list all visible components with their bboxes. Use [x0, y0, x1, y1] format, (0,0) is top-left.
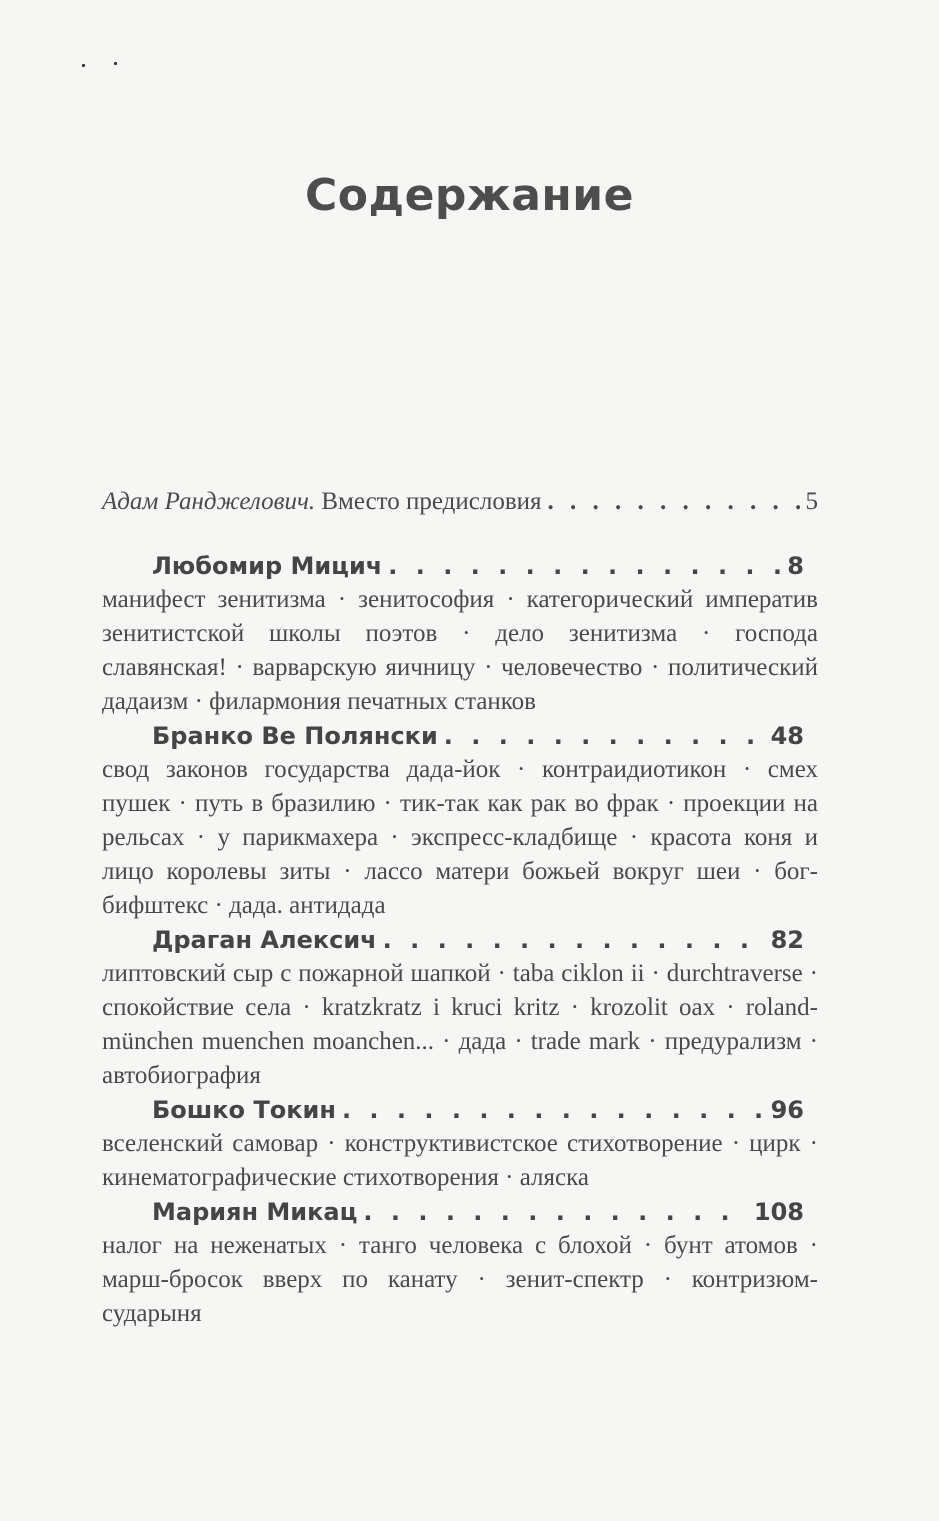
page-number: 48	[770, 722, 804, 750]
author-name: Драган Алексич	[152, 926, 377, 954]
page-number: 82	[770, 926, 804, 954]
author-name: Мариян Микац	[152, 1198, 358, 1226]
page-number: 96	[770, 1096, 804, 1124]
toc-entry-author[interactable]	[102, 923, 818, 957]
toc-entry-preface[interactable]	[102, 485, 818, 519]
toc-section	[102, 1195, 818, 1331]
dot-leader	[363, 1195, 747, 1229]
dot-leader	[444, 719, 765, 753]
table-of-contents	[102, 485, 818, 1331]
preface-author: Адам Ранджелович.	[102, 488, 316, 515]
poem-list: вселенский самовар · конструктивистское стихотворение · цирк · кинематографические стихотворения · аляска	[102, 1130, 818, 1191]
toc-entry-author[interactable]	[102, 719, 818, 753]
author-name: Любомир Мицич	[152, 552, 383, 580]
poem-list: манифест зенитизма · зенитософия · категорический императив зенитистской школы поэтов · дело зенитизма · господа славянская! · варварскую яичницу · человечество · политический дадаизм · филармония печатных станков	[102, 586, 818, 715]
toc-entry-label	[102, 485, 542, 519]
dot-leader	[342, 1093, 765, 1127]
poem-list: липтовский сыр с пожарной шапкой · taba ciklon ii · durchtraverse · спокойствие села · kratzkratz i kruci kritz · krozolit oax · roland-münchen muenchen moanchen... · дада · trade mark · предурализм · автобиография	[102, 960, 818, 1089]
dot-leader	[548, 485, 800, 519]
toc-section	[102, 1093, 818, 1195]
toc-entry-author[interactable]	[102, 549, 818, 583]
dot-leader	[383, 923, 765, 957]
page-number: 8	[787, 552, 804, 580]
page-number: 108	[753, 1198, 804, 1226]
page-number: 5	[805, 488, 818, 515]
poem-list: свод законов государства дада-йок · контраидиотикон · смех пушек · путь в бразилию · тик-так как рак во фрак · проекции на рельсах · у парикмахера · экспресс-кладбище · красота коня и лицо королевы зиты · лассо матери божьей вокруг шеи · бог-бифштекс · дада. антидада	[102, 756, 818, 919]
toc-entry-author[interactable]	[102, 1195, 818, 1229]
print-mark	[114, 62, 117, 65]
poem-list: налог на неженатых · танго человека с блохой · бунт атомов · марш-бросок вверх по канату · зенит-спектр · контризюм-сударыня	[102, 1232, 818, 1327]
page-title: Содержание	[305, 170, 634, 221]
toc-entry-author[interactable]	[102, 1093, 818, 1127]
preface-title: Вместо предисловия	[321, 488, 542, 515]
toc-section	[102, 719, 818, 923]
toc-section	[102, 923, 818, 1093]
print-mark	[82, 64, 85, 67]
author-name: Бранко Ве Полянски	[152, 722, 438, 750]
toc-section	[102, 549, 818, 719]
dot-leader	[388, 549, 781, 583]
author-name: Бошко Токин	[152, 1096, 336, 1124]
